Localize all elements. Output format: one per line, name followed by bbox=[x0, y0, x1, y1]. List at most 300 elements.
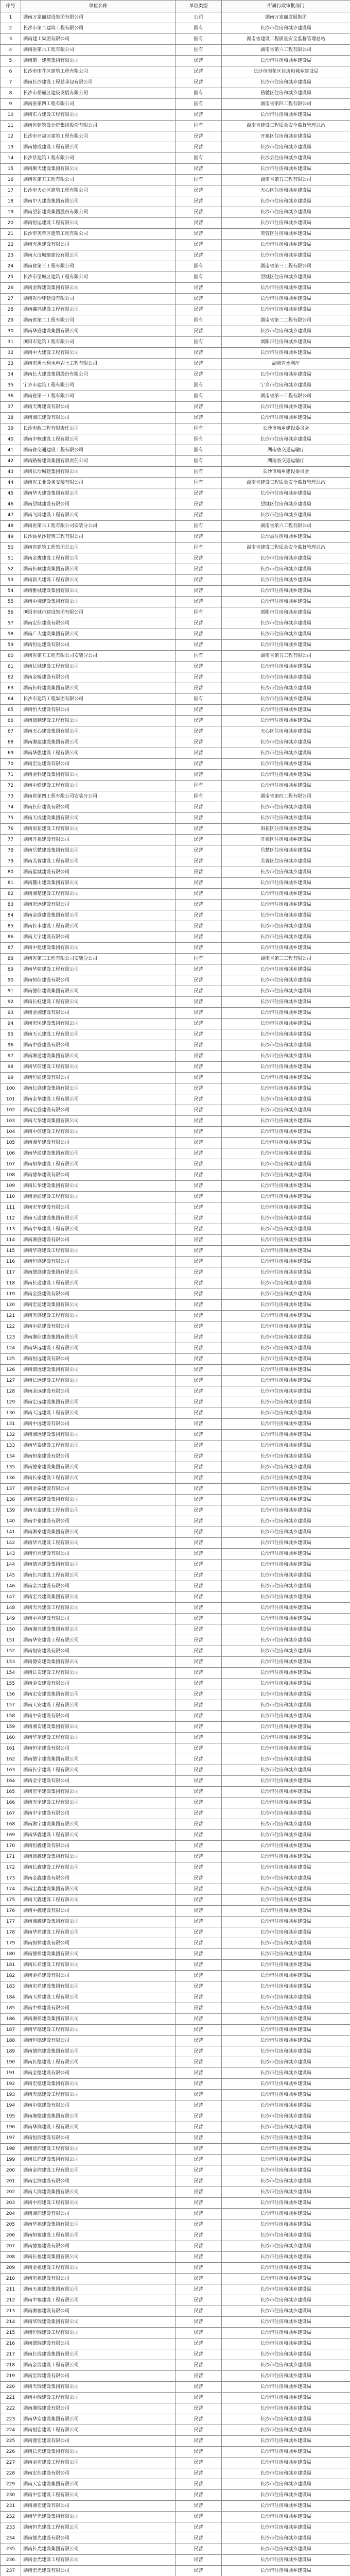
unit-type: 民营 bbox=[176, 1592, 222, 1603]
unit-name: 湖南德润建设工程有限公司 bbox=[21, 2144, 176, 2155]
unit-name: 湖南长虹建设工程有限公司 bbox=[21, 997, 176, 1008]
approval-dept: 长沙市住房和城乡建设局 bbox=[222, 2317, 350, 2328]
approval-dept: 湖南省第四工程有限公司 bbox=[222, 99, 350, 110]
unit-name: 湖南岳麓建设集团有限公司 bbox=[21, 845, 176, 856]
row-number: 1 bbox=[1, 12, 21, 23]
row-number: 72 bbox=[1, 781, 21, 791]
row-number: 150 bbox=[1, 1624, 21, 1635]
row-number: 9 bbox=[1, 99, 21, 110]
table-row bbox=[1, 1560, 350, 1570]
row-number: 171 bbox=[1, 1852, 21, 1862]
table-row bbox=[1, 2382, 350, 2393]
table-row bbox=[1, 1906, 350, 1917]
table-row bbox=[1, 77, 350, 88]
unit-type: 民营 bbox=[176, 1852, 222, 1862]
approval-dept: 长沙市住房和城乡建设局 bbox=[222, 510, 350, 521]
unit-name: 湖南长安建设工程有限公司 bbox=[21, 1668, 176, 1679]
approval-dept: 长沙市住房和城乡建设局 bbox=[222, 1635, 350, 1646]
unit-name: 湖南金兴建设有限公司 bbox=[21, 1581, 176, 1592]
unit-type: 民营 bbox=[176, 131, 222, 142]
table-row bbox=[1, 2263, 350, 2274]
approval-dept: 长沙市住房和城乡建设局 bbox=[222, 618, 350, 629]
unit-name: 湖南恒运建设工程有限公司 bbox=[21, 218, 176, 229]
table-row bbox=[1, 759, 350, 770]
unit-name: 湖南省工业设备安装有限公司 bbox=[21, 478, 176, 488]
approval-dept: 长沙市住房和城乡建设局 bbox=[222, 1808, 350, 1819]
approval-dept: 湖南省水利厅 bbox=[222, 359, 350, 369]
table-row bbox=[1, 2468, 350, 2479]
unit-type: 民营 bbox=[176, 1386, 222, 1397]
unit-type: 民营 bbox=[176, 802, 222, 813]
table-row bbox=[1, 1538, 350, 1549]
unit-name: 湖南顺天建设集团有限公司 bbox=[21, 164, 176, 175]
unit-type: 国有 bbox=[176, 607, 222, 618]
approval-dept: 长沙市住房和城乡建设局 bbox=[222, 2079, 350, 2090]
table-row bbox=[1, 2187, 350, 2198]
table-row bbox=[1, 2403, 350, 2414]
unit-name: 湖南金桥建设有限公司 bbox=[21, 672, 176, 683]
unit-name: 湖南中兴建设有限公司 bbox=[21, 1614, 176, 1624]
table-row bbox=[1, 185, 350, 196]
table-row bbox=[1, 1419, 350, 1430]
unit-name: 湖南宏通建设集团有限公司 bbox=[21, 1300, 176, 1311]
approval-dept: 长沙市住房和城乡建设局 bbox=[222, 1051, 350, 1062]
unit-name: 湖南长华建设集团有限公司 bbox=[21, 1181, 176, 1192]
row-number: 45 bbox=[1, 488, 21, 499]
row-number: 6 bbox=[1, 66, 21, 77]
approval-dept: 长沙市住房和城乡建设局 bbox=[222, 488, 350, 499]
approval-dept: 长沙市住房和城乡建设局 bbox=[222, 1386, 350, 1397]
approval-dept: 望城区住房和城乡建设局 bbox=[222, 272, 350, 283]
unit-name: 湖南湘楚建设工程有限公司 bbox=[21, 889, 176, 900]
approval-dept: 长沙市住房和城乡建设局 bbox=[222, 975, 350, 986]
approval-dept: 长沙市住房和城乡建设局 bbox=[222, 705, 350, 716]
row-number: 21 bbox=[1, 229, 21, 240]
row-number: 55 bbox=[1, 597, 21, 607]
unit-name: 湖南天德建设工程有限公司 bbox=[21, 2090, 176, 2100]
unit-name: 湖南金祥建设有限公司 bbox=[21, 1971, 176, 1981]
unit-type: 民营 bbox=[176, 142, 222, 153]
table-row bbox=[1, 2284, 350, 2295]
unit-type: 民营 bbox=[176, 2187, 222, 2198]
unit-name: 长沙市雨花区建筑工程有限公司 bbox=[21, 66, 176, 77]
unit-name: 湖南金泰建设有限公司 bbox=[21, 1484, 176, 1495]
table-row bbox=[1, 856, 350, 867]
unit-name: 湖南省建筑工程集团总公司 bbox=[21, 543, 176, 553]
unit-type: 国有 bbox=[176, 791, 222, 802]
row-number: 89 bbox=[1, 964, 21, 975]
unit-type: 民营 bbox=[176, 597, 222, 607]
approval-dept: 长沙市住房和城乡建设局 bbox=[222, 1354, 350, 1365]
unit-name: 湖南省第三工程有限公司安装分公司 bbox=[21, 954, 176, 964]
table-row bbox=[1, 791, 350, 802]
unit-type: 民营 bbox=[176, 2414, 222, 2425]
approval-dept: 长沙市住房和城乡建设局 bbox=[222, 1938, 350, 1949]
table-row bbox=[1, 835, 350, 845]
table-row bbox=[1, 845, 350, 856]
row-number: 187 bbox=[1, 2025, 21, 2036]
table-row bbox=[1, 1300, 350, 1311]
unit-type: 民营 bbox=[176, 575, 222, 586]
table-row bbox=[1, 121, 350, 131]
row-number: 221 bbox=[1, 2393, 21, 2403]
approval-dept: 长沙市住房和城乡建设局 bbox=[222, 2555, 350, 2566]
unit-type: 民营 bbox=[176, 2090, 222, 2100]
table-row bbox=[1, 867, 350, 878]
row-number: 93 bbox=[1, 1008, 21, 1019]
unit-type: 民营 bbox=[176, 586, 222, 597]
approval-dept: 长沙市住房和城乡建设局 bbox=[222, 2198, 350, 2209]
row-number: 192 bbox=[1, 2079, 21, 2090]
unit-type: 民营 bbox=[176, 2458, 222, 2468]
row-number: 67 bbox=[1, 726, 21, 737]
row-number: 49 bbox=[1, 532, 21, 543]
unit-name: 湖南德信建设集团有限公司 bbox=[21, 986, 176, 997]
unit-type: 民营 bbox=[176, 737, 222, 748]
unit-name: 湖南金通建设工程有限公司 bbox=[21, 1192, 176, 1202]
unit-type: 民营 bbox=[176, 2338, 222, 2349]
table-row bbox=[1, 1689, 350, 1700]
approval-dept: 芙蓉区住房和城乡建设局 bbox=[222, 856, 350, 867]
unit-type: 民营 bbox=[176, 629, 222, 640]
table-row bbox=[1, 207, 350, 218]
row-number: 101 bbox=[1, 1094, 21, 1105]
unit-name: 湖南长福建设集团有限公司 bbox=[21, 2252, 176, 2263]
unit-name: 湖南华泰建设工程有限公司 bbox=[21, 1440, 176, 1451]
unit-type: 民营 bbox=[176, 2425, 222, 2436]
table-row bbox=[1, 369, 350, 380]
table-row bbox=[1, 2371, 350, 2382]
approval-dept: 长沙市住房和城乡建设局 bbox=[222, 1657, 350, 1668]
table-row bbox=[1, 272, 350, 283]
unit-type: 民营 bbox=[176, 110, 222, 121]
unit-type: 民营 bbox=[176, 510, 222, 521]
unit-type: 民营 bbox=[176, 2144, 222, 2155]
approval-dept: 长沙市住房和城乡建设局 bbox=[222, 943, 350, 954]
table-row bbox=[1, 488, 350, 499]
unit-name: 湖南华天建设集团有限公司 bbox=[21, 488, 176, 499]
row-number: 208 bbox=[1, 2252, 21, 2263]
table-row bbox=[1, 2274, 350, 2284]
unit-name: 湖南恒大建设有限公司 bbox=[21, 705, 176, 716]
unit-name: 湖南恒华建设工程有限公司 bbox=[21, 1159, 176, 1170]
row-number: 145 bbox=[1, 1570, 21, 1581]
unit-name: 湖南省第四工程有限公司 bbox=[21, 99, 176, 110]
table-row bbox=[1, 1019, 350, 1029]
unit-type: 国有 bbox=[176, 391, 222, 402]
unit-name: 湖南宏宇建设集团有限公司 bbox=[21, 1787, 176, 1798]
row-number: 107 bbox=[1, 1159, 21, 1170]
table-row bbox=[1, 1462, 350, 1473]
unit-name: 湖南中天建设集团有限公司 bbox=[21, 196, 176, 207]
approval-dept: 长沙市住房和城乡建设局 bbox=[222, 304, 350, 315]
table-row bbox=[1, 1614, 350, 1624]
approval-dept: 湖南省第六工程有限公司 bbox=[222, 45, 350, 56]
unit-name: 湖南天盛建设工程有限公司 bbox=[21, 1311, 176, 1321]
approval-dept: 长沙市住房和城乡建设局 bbox=[222, 997, 350, 1008]
row-number: 111 bbox=[1, 1202, 21, 1213]
row-number: 172 bbox=[1, 1862, 21, 1873]
unit-name: 湖南天泰建设工程有限公司 bbox=[21, 1505, 176, 1516]
unit-type: 民营 bbox=[176, 2360, 222, 2371]
table-row bbox=[1, 294, 350, 304]
unit-type: 民营 bbox=[176, 1073, 222, 1083]
row-number: 137 bbox=[1, 1484, 21, 1495]
unit-type: 民营 bbox=[176, 1700, 222, 1711]
unit-name: 湖南天宇建设有限公司 bbox=[21, 932, 176, 943]
approval-dept: 长沙市住房和城乡建设局 bbox=[222, 2165, 350, 2176]
unit-name: 湖南湘瑞建设有限公司 bbox=[21, 2403, 176, 2414]
approval-dept: 长沙市住房和城乡建设局 bbox=[222, 662, 350, 672]
table-row bbox=[1, 1213, 350, 1224]
unit-name: 湖南长沙建设工程总承包有限公司 bbox=[21, 77, 176, 88]
row-number: 122 bbox=[1, 1321, 21, 1332]
table-row bbox=[1, 1549, 350, 1560]
unit-type: 民营 bbox=[176, 997, 222, 1008]
table-row bbox=[1, 997, 350, 1008]
row-number: 213 bbox=[1, 2306, 21, 2317]
table-row bbox=[1, 1743, 350, 1754]
table-row bbox=[1, 597, 350, 607]
approval-dept: 长沙市住房和城乡建设局 bbox=[222, 1267, 350, 1278]
table-row bbox=[1, 683, 350, 694]
unit-name: 湖南宏图建设集团有限公司 bbox=[21, 1019, 176, 1029]
row-number: 105 bbox=[1, 1138, 21, 1148]
approval-dept: 长沙市住房和城乡建设局 bbox=[222, 2306, 350, 2317]
unit-type: 民营 bbox=[176, 1289, 222, 1300]
approval-dept: 长沙市住房和城乡建设局 bbox=[222, 110, 350, 121]
approval-dept: 长沙市住房和城乡建设局 bbox=[222, 2003, 350, 2014]
approval-dept: 长沙市住房和城乡建设局 bbox=[222, 1495, 350, 1505]
table-row bbox=[1, 229, 350, 240]
unit-type: 民营 bbox=[176, 207, 222, 218]
approval-dept: 长沙市住房和城乡建设局 bbox=[222, 2241, 350, 2252]
approval-dept: 长沙市住房和城乡建设局 bbox=[222, 586, 350, 597]
unit-name: 湖南长宇建设工程有限公司 bbox=[21, 1765, 176, 1776]
unit-name: 湖南华通建设集团有限公司 bbox=[21, 1148, 176, 1159]
unit-type: 民营 bbox=[176, 1862, 222, 1873]
unit-type: 民营 bbox=[176, 1549, 222, 1560]
approval-dept: 长沙市住房和城乡建设局 bbox=[222, 813, 350, 824]
approval-dept: 长沙市住房和城乡建设局 bbox=[222, 1624, 350, 1635]
unit-type: 国有 bbox=[176, 34, 222, 45]
table-row bbox=[1, 1884, 350, 1895]
row-number: 39 bbox=[1, 423, 21, 434]
approval-dept: 长沙市住房和城乡建设局 bbox=[222, 1073, 350, 1083]
approval-dept: 长沙市住房和城乡建设局 bbox=[222, 2425, 350, 2436]
unit-name: 湖南湘鑫建设集团有限公司 bbox=[21, 1917, 176, 1927]
table-row bbox=[1, 326, 350, 337]
unit-name: 湖南金远建设有限公司 bbox=[21, 1386, 176, 1397]
row-number: 3 bbox=[1, 34, 21, 45]
table-row bbox=[1, 1516, 350, 1527]
approval-dept: 长沙市住房和城乡建设局 bbox=[222, 2468, 350, 2479]
unit-type: 民营 bbox=[176, 1051, 222, 1062]
approval-dept: 长沙市住房和城乡建设局 bbox=[222, 2490, 350, 2501]
unit-name: 湖南恒瑞建设工程有限公司 bbox=[21, 2328, 176, 2338]
unit-type: 民营 bbox=[176, 748, 222, 759]
table-row bbox=[1, 1159, 350, 1170]
table-row bbox=[1, 1527, 350, 1538]
row-number: 11 bbox=[1, 121, 21, 131]
row-number: 123 bbox=[1, 1332, 21, 1343]
row-number: 206 bbox=[1, 2230, 21, 2241]
unit-type: 民营 bbox=[176, 1062, 222, 1073]
approval-dept: 长沙市住房和城乡建设局 bbox=[222, 1235, 350, 1246]
table-row bbox=[1, 1581, 350, 1592]
row-number: 219 bbox=[1, 2371, 21, 2382]
table-row bbox=[1, 1722, 350, 1733]
row-number: 175 bbox=[1, 1895, 21, 1906]
table-row bbox=[1, 2360, 350, 2371]
table-row bbox=[1, 2533, 350, 2544]
table-row bbox=[1, 2338, 350, 2349]
unit-type: 民营 bbox=[176, 2566, 222, 2576]
unit-type: 民营 bbox=[176, 2263, 222, 2274]
unit-type: 民营 bbox=[176, 1516, 222, 1527]
unit-type: 民营 bbox=[176, 1138, 222, 1148]
row-number: 180 bbox=[1, 1949, 21, 1960]
unit-name: 湖南华福建设集团有限公司 bbox=[21, 2219, 176, 2230]
unit-type: 民营 bbox=[176, 2555, 222, 2566]
row-number: 152 bbox=[1, 1646, 21, 1657]
row-number: 84 bbox=[1, 910, 21, 921]
unit-name: 湖南长兴建设工程有限公司 bbox=[21, 1570, 176, 1581]
approval-dept: 湖南省建设工程质量安全监督管理总站 bbox=[222, 543, 350, 553]
approval-dept: 长沙市住房和城乡建设局 bbox=[222, 142, 350, 153]
unit-name: 湖南恒通建设有限公司 bbox=[21, 1073, 176, 1083]
row-number: 120 bbox=[1, 1300, 21, 1311]
table-row bbox=[1, 1798, 350, 1808]
approval-dept: 长沙市住房和城乡建设局 bbox=[222, 1181, 350, 1192]
table-row bbox=[1, 1138, 350, 1148]
row-number: 212 bbox=[1, 2295, 21, 2306]
row-number: 109 bbox=[1, 1181, 21, 1192]
table-row bbox=[1, 900, 350, 910]
unit-type: 民营 bbox=[176, 1614, 222, 1624]
table-row bbox=[1, 423, 350, 434]
unit-name: 湖南恒德建设有限公司 bbox=[21, 2036, 176, 2046]
unit-name: 湖南湘宏建设有限公司 bbox=[21, 2501, 176, 2512]
row-number: 91 bbox=[1, 986, 21, 997]
unit-type: 民营 bbox=[176, 1462, 222, 1473]
unit-type: 民营 bbox=[176, 1105, 222, 1116]
table-row bbox=[1, 2068, 350, 2079]
approval-dept: 长沙市住房和城乡建设局 bbox=[222, 1440, 350, 1451]
row-number: 178 bbox=[1, 1927, 21, 1938]
row-number: 20 bbox=[1, 218, 21, 229]
unit-type: 民营 bbox=[176, 2544, 222, 2555]
row-number: 121 bbox=[1, 1311, 21, 1321]
table-row bbox=[1, 261, 350, 272]
unit-type: 民营 bbox=[176, 2133, 222, 2144]
table-row bbox=[1, 283, 350, 294]
unit-type: 民营 bbox=[176, 240, 222, 250]
unit-name: 湖南恒信建设有限公司 bbox=[21, 975, 176, 986]
table-row bbox=[1, 1354, 350, 1365]
row-number: 158 bbox=[1, 1711, 21, 1722]
approval-dept: 长沙市住房和城乡建设局 bbox=[222, 1008, 350, 1019]
unit-type: 民营 bbox=[176, 1765, 222, 1776]
unit-type: 民营 bbox=[176, 759, 222, 770]
approval-dept: 长沙市住房和城乡建设局 bbox=[222, 23, 350, 34]
unit-name: 湖南长光建设集团有限公司 bbox=[21, 2544, 176, 2555]
table-row bbox=[1, 175, 350, 185]
unit-name: 湖南德安建设集团有限公司 bbox=[21, 1657, 176, 1668]
unit-type: 民营 bbox=[176, 402, 222, 413]
unit-name: 湖南长泰建设工程有限公司 bbox=[21, 1473, 176, 1484]
approval-dept: 长沙市住房和城乡建设局 bbox=[222, 1581, 350, 1592]
table-row bbox=[1, 1365, 350, 1376]
approval-dept: 长沙市住房和城乡建设局 bbox=[222, 1105, 350, 1116]
unit-name: 湖南华盛建设集团有限公司 bbox=[21, 326, 176, 337]
unit-name: 湖南宏远建设有限公司 bbox=[21, 900, 176, 910]
row-number: 146 bbox=[1, 1581, 21, 1592]
unit-name: 湖南省交通建设工程有限公司 bbox=[21, 445, 176, 456]
table-row bbox=[1, 337, 350, 348]
table-row bbox=[1, 2165, 350, 2176]
approval-dept: 长沙市住房和城乡建设局 bbox=[222, 1321, 350, 1332]
unit-name: 湖南恒泰建设有限公司 bbox=[21, 1451, 176, 1462]
unit-type: 民营 bbox=[176, 1094, 222, 1105]
row-number: 233 bbox=[1, 2522, 21, 2533]
row-number: 34 bbox=[1, 369, 21, 380]
unit-name: 湖南中祥建设有限公司 bbox=[21, 2003, 176, 2014]
unit-type: 民营 bbox=[176, 1668, 222, 1679]
unit-name: 湖南雨花建设工程有限公司 bbox=[21, 824, 176, 835]
unit-name: 湖南华润建设工程有限公司 bbox=[21, 2122, 176, 2133]
approval-dept: 长沙市住房和城乡建设局 bbox=[222, 1029, 350, 1040]
unit-type: 民营 bbox=[176, 1127, 222, 1138]
unit-type: 民营 bbox=[176, 1917, 222, 1927]
table-row bbox=[1, 726, 350, 737]
unit-type: 国有 bbox=[176, 694, 222, 705]
table-row bbox=[1, 478, 350, 488]
unit-type: 民营 bbox=[176, 1895, 222, 1906]
row-number: 46 bbox=[1, 499, 21, 510]
unit-name: 湖南德光建设有限公司 bbox=[21, 2533, 176, 2544]
row-number: 40 bbox=[1, 434, 21, 445]
unit-type: 民营 bbox=[176, 250, 222, 261]
row-number: 66 bbox=[1, 716, 21, 726]
row-number: 82 bbox=[1, 889, 21, 900]
unit-type: 民营 bbox=[176, 2284, 222, 2295]
row-number: 60 bbox=[1, 651, 21, 662]
table-row bbox=[1, 2349, 350, 2360]
unit-name: 湖南望新建设集团股份有限公司 bbox=[21, 207, 176, 218]
unit-type: 民营 bbox=[176, 1624, 222, 1635]
approval-dept: 长沙市住房和城乡建设局 bbox=[222, 1603, 350, 1614]
unit-type: 民营 bbox=[176, 1798, 222, 1808]
unit-type: 民营 bbox=[176, 2403, 222, 2414]
row-number: 211 bbox=[1, 2284, 21, 2295]
row-number: 195 bbox=[1, 2111, 21, 2122]
approval-dept: 湖南万家丽发展集团 bbox=[222, 12, 350, 23]
table-row bbox=[1, 110, 350, 121]
unit-type: 民营 bbox=[176, 2295, 222, 2306]
row-number: 12 bbox=[1, 131, 21, 142]
row-number: 232 bbox=[1, 2512, 21, 2522]
row-number: 196 bbox=[1, 2122, 21, 2133]
approval-dept: 长沙市住房和城乡建设局 bbox=[222, 1505, 350, 1516]
row-number: 47 bbox=[1, 510, 21, 521]
row-number: 106 bbox=[1, 1148, 21, 1159]
row-number: 132 bbox=[1, 1430, 21, 1440]
unit-name: 湖南中建建设集团有限公司 bbox=[21, 943, 176, 954]
approval-dept: 湖南省第一工程有限公司 bbox=[222, 391, 350, 402]
unit-type: 民营 bbox=[176, 1192, 222, 1202]
table-row bbox=[1, 2025, 350, 2036]
